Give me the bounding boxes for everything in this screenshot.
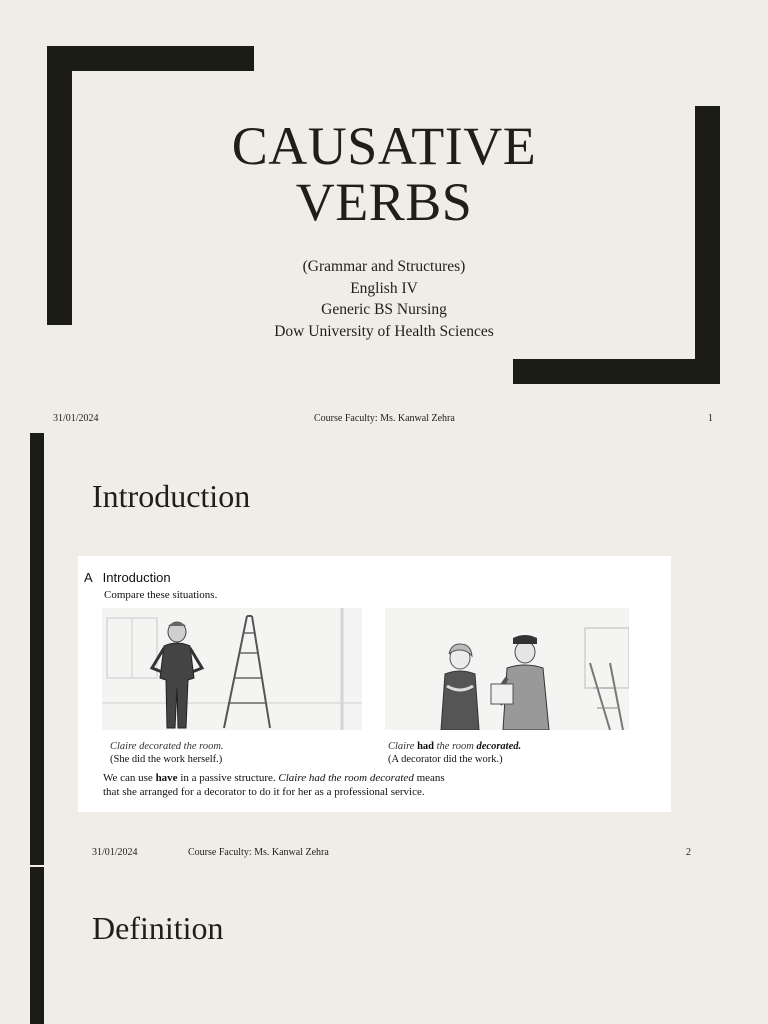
section-letter: A (84, 570, 93, 585)
left-caption-sentence: Claire decorated the room. (110, 741, 224, 752)
bottom-right-bracket-horizontal (513, 359, 720, 384)
right-caption-sentence (388, 740, 521, 753)
explanation-line-1 (103, 771, 445, 785)
slide-title (134, 118, 634, 230)
left-caption-note: (She did the work herself.) (110, 754, 223, 765)
footer-page-number: 2 (686, 847, 691, 858)
figure-instruction: Compare these situations. (104, 589, 218, 601)
left-accent-bar (30, 867, 44, 1024)
caption-bold-had: had (417, 741, 435, 752)
figure-explanation (103, 771, 445, 799)
left-accent-bar (30, 433, 44, 865)
subtitle-line: (Grammar and Structures) (302, 258, 466, 275)
explanation-text: We can use (103, 772, 156, 784)
explanation-bold-have: have (155, 772, 178, 784)
title-line-1: CAUSATIVE (231, 116, 537, 176)
footer-date: 31/01/2024 (53, 413, 99, 424)
right-caption (388, 740, 521, 766)
explanation-text: in a passive structure. (177, 772, 279, 784)
explanation-text: means (413, 772, 445, 784)
footer-faculty: Course Faculty: Ms. Kanwal Zehra (188, 847, 329, 858)
caption-text: the room (434, 741, 477, 752)
slide-subtitle (134, 256, 634, 342)
top-left-bracket-horizontal (47, 46, 254, 71)
section-title: Introduction (102, 570, 171, 585)
slide-heading: Definition (92, 910, 224, 946)
subtitle-line: Generic BS Nursing (321, 301, 447, 318)
left-caption (110, 740, 224, 766)
explanation-example: Claire had the room decorated (278, 772, 414, 784)
top-left-bracket-vertical (47, 46, 72, 325)
bottom-right-bracket-vertical (695, 106, 720, 384)
footer-page-number: 1 (708, 413, 713, 424)
sketch-woman-decorating (102, 608, 362, 730)
textbook-figure (78, 556, 671, 812)
slide-heading: Introduction (92, 478, 251, 514)
title-line-2: VERBS (295, 172, 473, 232)
caption-bold-decorated: decorated. (476, 741, 522, 752)
footer-faculty: Course Faculty: Ms. Kanwal Zehra (314, 413, 455, 424)
explanation-line-2: that she arranged for a decorator to do it for her as a professional service. (103, 786, 425, 798)
sketch-woman-and-decorator (385, 608, 629, 730)
footer-date: 31/01/2024 (92, 847, 138, 858)
subtitle-line: Dow University of Health Sciences (274, 322, 494, 340)
right-caption-note: (A decorator did the work.) (388, 754, 503, 765)
figure-section-heading (84, 570, 171, 585)
subtitle-line: English IV (350, 279, 418, 297)
caption-text: Claire (388, 741, 418, 752)
